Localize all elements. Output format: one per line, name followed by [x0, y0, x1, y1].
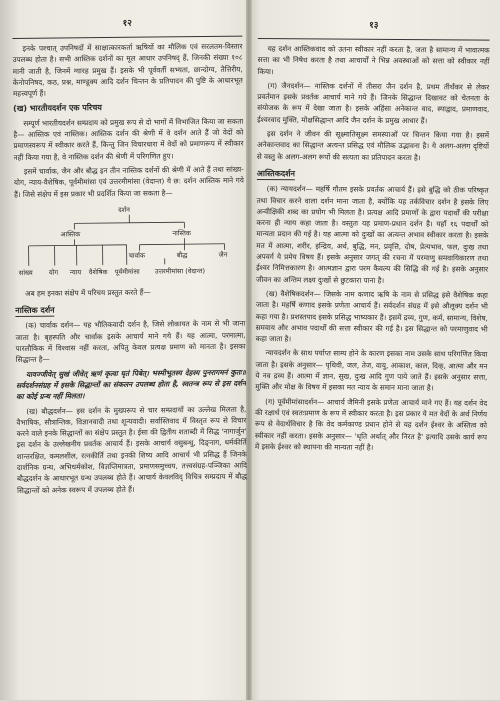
left-page-number: १२: [12, 18, 242, 34]
tree-node-purvamimamsa: पूर्वमीमांसा: [115, 267, 140, 279]
left-after-tree: अब हम इनका संक्षेप में परिचय प्रस्तुत करते हैं—: [15, 285, 245, 299]
darshan-tree-diagram: [14, 201, 245, 281]
right-paragraph-vaisheshik: (ख) वैशेषिकदर्शन— जिसके नाम कणाद ऋषि के नाम से प्रसिद्ध इसे वैशेषिक कहा जाता है। महर्षि कणाद इसके प्रणेता आचार्य हैं। सर्वदर्शन संग्रह में इसे औलूक्य दर्शन भी कहा गया है। प्रशस्तपाद इसके प्रसिद्ध भाष्यकार हैं। इसमें द्रव्य, गुण, कर्म, सामान्य, विशेष, समवाय और अभाव पदार्थों की सत्ता स्वीकार की गई है। इस सिद्धान्त को परमाणुवाद भी कहा जाता है।: [256, 288, 488, 346]
left-paragraph-bauddh: (ख) बौद्धदर्शन— इस दर्शन के मुख्यरूप से चार सम्प्रदायों का उल्लेख मिलता है, वैभाषिक, सौत्रान्तिक, विज्ञानवादी तथा शून्यवादी। सर्वास्तिवाद में विस्तृत रूप से विचार करने वाले इनके सिद्धान्तों का संक्षेप प्रस्तुत है। ईसा की द्वितीय शताब्दी में सिद्ध 'नागार्जुन' इस दर्शन के उल्लेखनीय प्रवर्तक आचार्य हैं। इसके आचार्य वसुबन्धु, दिङ्नाग, धर्मकीर्ति शान्तरक्षित, कमलशील, रत्नकीर्ति तथा इनकी शिष्य आदि आचार्य भी प्रसिद्ध हैं जिनके दार्शनिक ग्रन्थ, अभिधर्मकोश, विज्ञप्तिमात्रता, प्रमाणसमुच्चय, तत्त्वसंग्रह-पञ्जिका आदि बौद्धदर्शन के आधारभूत ग्रन्थ उपलब्ध होते हैं। आचार्य केवलविद् विचित्र सम्प्रदाय में बौद्ध सिद्धान्तों को अनेक स्वरूप में उपलब्ध होते हैं।: [16, 403, 247, 496]
left-paragraph-1: इनके पश्चात् उपनिषदों में साक्षात्कारकर्ता ऋषियों का मौलिक एवं सरलतम-विस्तार उपलब्ध होता है। सभी आस्तिक दर्शनों का मूल आधार उपनिषद् हैं, जिनकी संख्या १०८ मानी जाती है, जिनमें ग्यारह प्रमुख हैं। इसके भी पूर्ववर्ती सभ्यता, छान्दोग्य, तैत्तिरीय, केनोपनिषद, कठ, प्रश्न, माण्डूक्य आदि दर्शन चिन्तन के प्रतिपादन की पुष्टि के आधारभूत महत्त्वपूर्ण हैं।: [12, 41, 243, 100]
left-header-rule: [12, 36, 242, 39]
right-paragraph-vaisheshik-2: न्यायदर्शन के साथ पर्याप्त साम्य होने के कारण इसका नाम उसके साथ परिगणित किया जाता है। इसके अनुसार— पृथिवी, जल, तेज, वायु, आकाश, काल, दिक्, आत्मा और मन ये नव द्रव्य हैं। आत्मा में ज्ञान, सुख, दुःख आदि गुण पाये जाते हैं। इसके अनुसार सत्ता, मुक्ति और मोक्ष के विषय में इसका मत न्याय के समान माना जाता है।: [255, 347, 487, 394]
right-paragraph-mimamsa: (ग) पूर्वमीमांसादर्शन— आचार्य जैमिनी इसके प्रणेता आचार्य माने गए हैं। यह दर्शन वेद की रक्षार्थ एवं स्वतःप्रमाण के रूप में स्वीकार करता है। इस प्रकार ये मत वेदों के अर्थ निर्णय रूप से वेदार्थविचार है कि वेद कर्मकाण्ड प्रधान होने से यह दर्शन ईश्वर के अस्तित्व को स्वीकार नहीं करता। इसके अनुसार— 'धृति अर्थात् और निरत है' इत्यादि उसके कार्य रूप में इसके ईश्वर को स्थापना की मान्यता नहीं है।: [255, 396, 487, 454]
left-paragraph-charvak: (क) चार्वाक दर्शन— यह भौतिकवादी दर्शन है, जिसे लोकायत के नाम से भी जाना जाता है। बृहस्पति और चार्वाक इसके आचार्य माने गये हैं। यह आत्मा, परमात्मा, पारलौकिक में विश्वास नहीं करता, अपितु केवल प्रत्यक्ष प्रमाण को मानता है। इसका सिद्धान्त है—: [15, 318, 245, 366]
right-heading-astik: आस्तिकदर्शन: [257, 168, 295, 181]
tree-node-sankhya: सांख्य: [19, 268, 33, 279]
tree-node-vaisheshik: वैशेषिक: [89, 267, 108, 278]
tree-branch-astik: आस्तिक: [60, 229, 80, 241]
tree-node-yog: योग: [49, 267, 58, 278]
tree-branch-nastik: नास्तिक: [172, 228, 191, 239]
tree-root-darshan: दर्शन: [118, 205, 130, 216]
left-paragraph-3: इसमें चार्वाक, जैन और बौद्ध इन तीन नास्तिक दर्शनों की श्रेणी में आते हैं तथा सांख्य-योग, न्याय-वैशेषिक, पूर्वमीमांसा एवं उत्तरमीमांसा (वेदान्त) ये छ: दर्शन आस्तिक माने गये हैं। जिसे संक्षेप में इस प्रकार भी प्रदर्शित किया जा सकता है—: [14, 164, 244, 200]
right-paragraph-1: यह दर्शन आस्तिकवाद को उतना स्वीकार नहीं करता है, जता है सामान्य में भावात्मक सत्ता का भी निषेध करता है तथा आचार्यों ने भिन्न अवस्थाओं को सत्ता को स्वीकार नहीं किया।: [257, 43, 489, 79]
right-page-number: १३: [258, 20, 490, 36]
right-header-rule: [258, 38, 490, 41]
left-heading-nastik: नास्तिक दर्शन: [15, 305, 54, 318]
tree-node-uttaramimamsa: उत्तरमीमांसा (वेदान्त): [155, 266, 205, 278]
tree-node-charvak: चार्वाक: [129, 250, 145, 261]
left-paragraph-2: सम्पूर्ण भारतीयदर्शन सम्प्रदाय को प्रमुख रूप से दो भागों में विभाजित किया जा सकता है— आस्तिक एवं नास्तिक। आस्तिक दर्शन की श्रेणी में वे दर्शन आते हैं जो वेदों को प्रमाणस्वरूप में स्वीकार करते हैं, किन्तु जिन विचारधारा में वेदों को प्रमाणरूप में स्वीकार नहीं किया गया है, वे नास्तिक दर्शन की श्रेणी में परिगणित हुए।: [13, 115, 243, 163]
tree-node-jain: जैन: [219, 250, 228, 261]
tree-node-bauddh: बौद्ध: [177, 250, 188, 261]
right-paragraph-nyay: (क) न्यायदर्शन— महर्षि गौतम इसके प्रवर्तक आचार्य हैं। इसे बुद्धि को ठीक परिष्कृत तथा विचार करने वाला दर्शन माना जाता है, क्योंकि यह तर्कविचार दर्शन है इसके लिए अन्वीक्षिकी शब्द का प्रयोग भी मिलता है। प्रत्यक्ष आदि प्रमाणों के द्वारा पदार्थों की परीक्षा करना ही न्याय कहा जाता है। वस्तुतः यह प्रमाण-प्रधान दर्शन है। यहाँ १६ पदार्थों को मान्यता प्रदान की गई है। यह आत्मा को दुःखों का अत्यन्त अभाव स्वीकार करता है। इसके मत में आत्मा, शरीर, इन्द्रिय, अर्थ, बुद्धि, मन, प्रवृत्ति, दोष, प्रेत्यभाव, फल, दुःख तथा अपवर्ग ये प्रमेय विषय हैं। इसके अनुसार जगत् की रचना में परमाणु समवायिकारण तथा ईश्वर निमित्तकारण है। आत्मज्ञान द्वारा परम कैवल्य की सिद्धि की गई है। इसके अनुसार जीवन का अन्तिम लक्ष्य दुःखों से छुटकारा पाना है।: [256, 183, 489, 286]
left-heading-1: (ख) भारतीयदर्शन एक परिचय: [13, 101, 243, 115]
left-quote-shloka: यावज्जीवेत् सुखं जीवेत् ऋणं कृत्वा घृतं पिबेत्। भस्मीभूतस्य देहस्य पुनरागमनं कुतः॥ सर्वदर्शनसंग्रह में इसके सिद्धान्तों का संकलन उपलब्ध होता है, स्वतन्त्र रूप से इस दर्शन का कोई ग्रन्थ नहीं मिलता।: [16, 366, 246, 402]
right-paragraph-3: इस दर्शन ने जीवन की सूक्ष्मातिसूक्ष्म समस्याओं पर चिन्तन किया गया है। इसमें अनेकान्तवाद का सिद्धान्त अत्यन्त प्रसिद्ध एवं मौलिक उद्भावना है। ये अलग-अलग दृष्टियों से वस्तु के अलग-अलग रूपों की सत्यता का प्रतिपादन करता है।: [257, 128, 489, 164]
tree-node-nyay: न्याय: [70, 267, 81, 278]
left-page: [12, 0, 249, 700]
right-page: [253, 0, 490, 702]
right-paragraph-jain: (ग) जैनदर्शन— नास्तिक दर्शनों में तीसरा जैन दर्शन है, प्रथम तीर्थंकर से लेकर प्रवर्तमान इसके प्रवर्तक आचार्य माने गये हैं। जिनके सिद्धान्त दिखावट को चेतनता के संयोजक के रूप में देखा जाता है। इसके अहिंसा अनेकान्त वाद, स्याद्वाद, प्रमाणवाद, ईश्वरवाद मुक्ति, मोक्षसिद्धान्त आदि जैन दर्शन के प्रमुख आधार हैं।: [257, 80, 489, 127]
